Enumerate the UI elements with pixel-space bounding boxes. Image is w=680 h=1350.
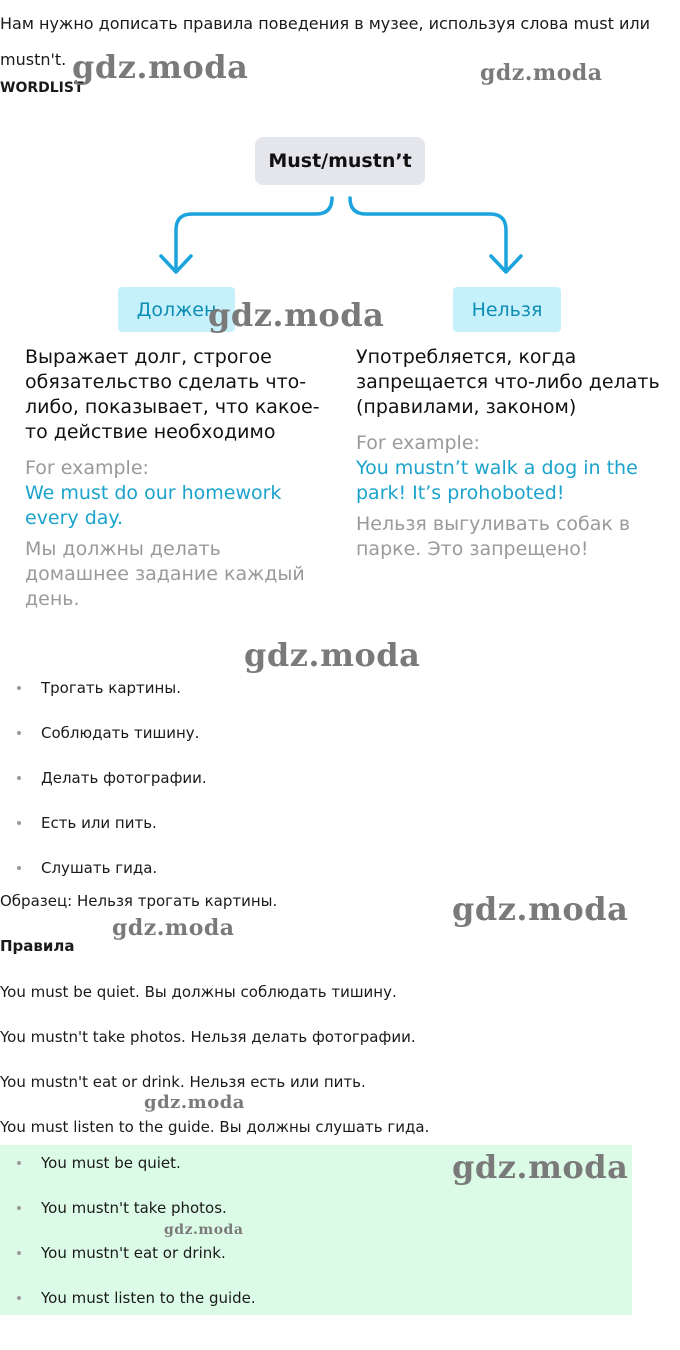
mustnt-example-en: You mustn’t walk a dog in the park! It’s prohoboted! bbox=[356, 457, 638, 504]
watermark: gdz.moda bbox=[452, 1148, 629, 1186]
list-item: You mustn't take photos. bbox=[0, 1197, 632, 1242]
arrow-left-line bbox=[176, 198, 332, 270]
intro-text: Нам нужно дописать правила поведения в музее, используя слова must или mustn't. bbox=[0, 14, 650, 69]
list-item: Есть или пить. bbox=[0, 812, 680, 857]
watermark: gdz.moda bbox=[72, 48, 249, 86]
rules-title: Правила bbox=[0, 937, 75, 955]
mustnt-example-label: For example: bbox=[356, 432, 480, 454]
rule-line: You must listen to the guide. Вы должны слушать гида. bbox=[0, 1118, 430, 1136]
tag-must: Должен bbox=[118, 287, 235, 332]
list-item: You must be quiet. bbox=[0, 1152, 632, 1197]
wordlist-label: WORDLIST bbox=[0, 80, 84, 96]
diagram-top-box: Must/mustn’t bbox=[255, 137, 425, 185]
task-list bbox=[0, 677, 680, 902]
list-item: You mustn't eat or drink. bbox=[0, 1242, 632, 1287]
watermark: gdz.moda bbox=[144, 1092, 245, 1113]
arrow-right-line bbox=[350, 198, 506, 270]
watermark: gdz.moda bbox=[452, 890, 629, 928]
watermark: gdz.moda bbox=[112, 915, 235, 941]
watermark: gdz.moda bbox=[208, 296, 385, 334]
rule-line: You must be quiet. Вы должны соблюдать тишину. bbox=[0, 983, 397, 1001]
diagram-arrows bbox=[0, 190, 680, 280]
must-example-en: We must do our homework every day. bbox=[25, 482, 282, 529]
must-column bbox=[25, 345, 330, 612]
rule-line: You mustn't eat or drink. Нельзя есть или пить. bbox=[0, 1073, 366, 1091]
mustnt-example-ru: Нельзя выгуливать собак в парке. Это запрещено! bbox=[356, 513, 631, 560]
mustnt-description: Употребляется, когда запрещается что-либо делать (правилами, законом) bbox=[356, 346, 660, 418]
watermark: gdz.moda bbox=[164, 1222, 244, 1238]
list-item: Соблюдать тишину. bbox=[0, 722, 680, 767]
mustnt-column bbox=[356, 345, 661, 562]
list-item: Трогать картины. bbox=[0, 677, 680, 722]
rule-line: You mustn't take photos. Нельзя делать фотографии. bbox=[0, 1028, 416, 1046]
watermark: gdz.moda bbox=[244, 636, 421, 674]
list-item: You must listen to the guide. bbox=[0, 1287, 632, 1332]
tag-mustnt: Нельзя bbox=[453, 287, 561, 332]
must-description: Выражает долг, строгое обязательство сделать что-либо, показывает, что какое-то действие необходимо bbox=[25, 346, 320, 443]
list-item: Слушать гида. bbox=[0, 857, 680, 902]
watermark: gdz.moda bbox=[480, 60, 603, 86]
must-example-label: For example: bbox=[25, 457, 149, 479]
list-item: Делать фотографии. bbox=[0, 767, 680, 812]
must-example-ru: Мы должны делать домашнее задание каждый день. bbox=[25, 538, 305, 610]
sample-text: Образец: Нельзя трогать картины. bbox=[0, 892, 278, 910]
